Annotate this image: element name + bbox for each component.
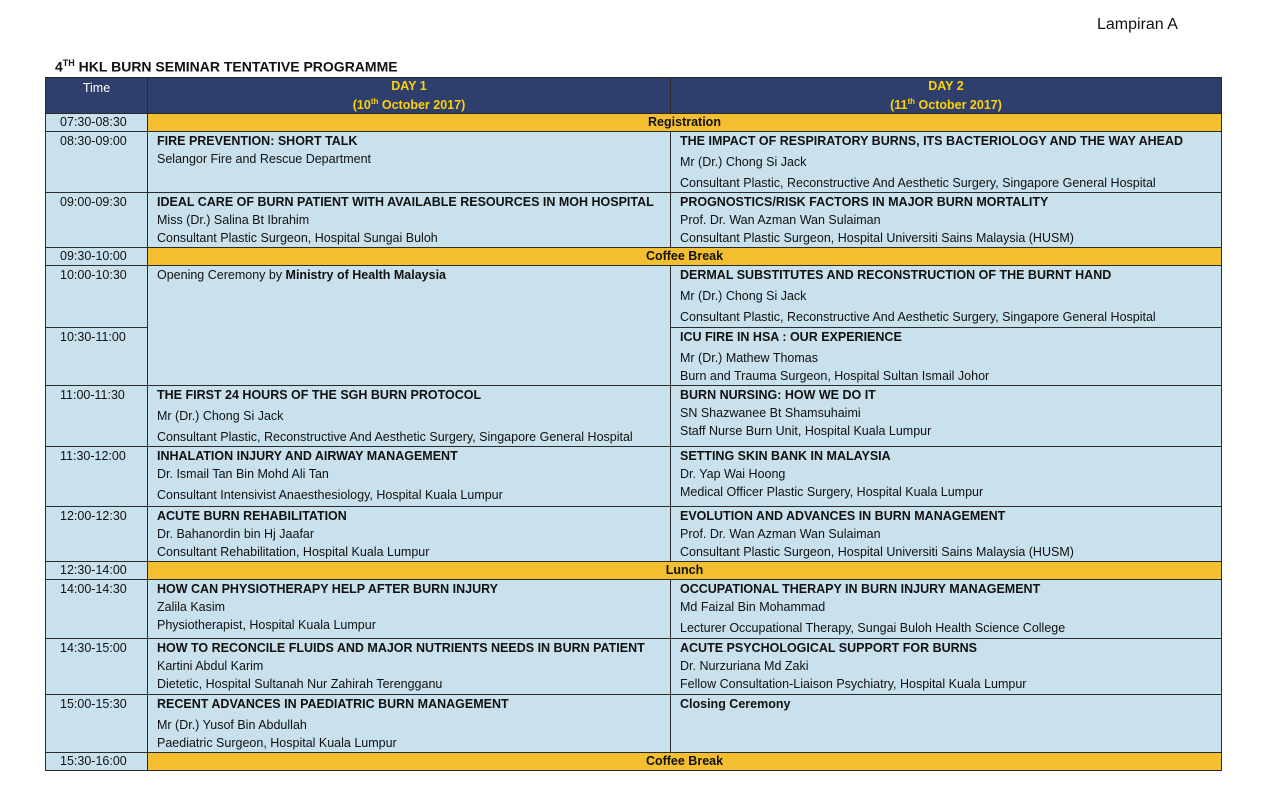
closing-ceremony: Closing Ceremony [680,697,791,712]
session-line: Prof. Dr. Wan Azman Wan Sulaiman [680,213,881,228]
session-line: Md Faizal Bin Mohammad [680,600,826,615]
session-line: Miss (Dr.) Salina Bt Ibrahim [157,213,310,228]
session-line: Consultant Plastic Surgeon, Hospital Sungai Buloh [157,231,438,246]
session-line: Dr. Bahanordin bin Hj Jaafar [157,527,315,542]
session-line: Dr. Ismail Tan Bin Mohd Ali Tan [157,467,329,482]
table-row [46,695,1222,753]
session-title: BURN NURSING: HOW WE DO IT [680,388,876,403]
table-row [46,193,1222,248]
title-superscript: TH [62,58,75,68]
session-title: HOW TO RECONCILE FLUIDS AND MAJOR NUTRIENTS NEEDS IN BURN PATIENT [157,641,645,656]
day2-session [671,193,1222,248]
time-cell: 08:30-09:00 [46,132,148,193]
time-cell: 12:30-14:00 [46,562,148,580]
time-column-header: Time [46,78,148,114]
break-cell: Registration [148,114,1222,132]
day1-session [148,639,671,695]
time-cell: 15:00-15:30 [46,695,148,753]
day1-label: DAY 1 [391,79,427,93]
time-cell: 15:30-16:00 [46,753,148,771]
time-cell: 14:30-15:00 [46,639,148,695]
title-number: 4 [55,58,63,75]
table-row [46,447,1222,507]
session-line: Staff Nurse Burn Unit, Hospital Kuala Lumpur [680,424,932,439]
session-title: THE IMPACT OF RESPIRATORY BURNS, ITS BACTERIOLOGY AND THE WAY AHEAD [680,134,1184,149]
day1-session [148,507,671,562]
session-title: EVOLUTION AND ADVANCES IN BURN MANAGEMENT [680,509,1006,524]
day1-session [148,695,671,753]
session-line: Fellow Consultation-Liaison Psychiatry, Hospital Kuala Lumpur [680,677,1027,692]
session-title: IDEAL CARE OF BURN PATIENT WITH AVAILABLE RESOURCES IN MOH HOSPITAL [157,195,654,210]
session-line: Dr. Yap Wai Hoong [680,467,786,482]
time-cell: 09:30-10:00 [46,248,148,266]
session-line: Mr (Dr.) Chong Si Jack [680,289,807,304]
session-title: OCCUPATIONAL THERAPY IN BURN INJURY MANAGEMENT [680,582,1041,597]
programme-table [45,77,1222,771]
session-line: Lecturer Occupational Therapy, Sungai Buloh Health Science College [680,621,1066,636]
break-cell: Coffee Break [148,753,1222,771]
day2-session [671,266,1222,328]
day2-label: DAY 2 [928,79,964,93]
session-line: Dietetic, Hospital Sultanah Nur Zahirah Terengganu [157,677,443,692]
table-row [46,132,1222,193]
day2-session [671,386,1222,447]
table-row [46,639,1222,695]
session-line: Consultant Intensivist Anaesthesiology, Hospital Kuala Lumpur [157,488,503,503]
session-line: Kartini Abdul Karim [157,659,264,674]
table-row [46,753,1222,771]
table-row [46,248,1222,266]
session-line: Selangor Fire and Rescue Department [157,152,372,167]
table-row [46,562,1222,580]
session-line: Burn and Trauma Surgeon, Hospital Sultan Ismail Johor [680,369,990,384]
day2-session [671,507,1222,562]
session-line: Physiotherapist, Hospital Kuala Lumpur [157,618,376,633]
day2-session [671,132,1222,193]
break-cell: Coffee Break [148,248,1222,266]
day1-session [148,580,671,639]
session-line: Consultant Plastic Surgeon, Hospital Universiti Sains Malaysia (HUSM) [680,545,1074,560]
session-title: ICU FIRE IN HSA : OUR EXPERIENCE [680,330,902,345]
break-cell: Lunch [148,562,1222,580]
table-row [46,114,1222,132]
session-line: Mr (Dr.) Mathew Thomas [680,351,818,366]
day2-session [671,639,1222,695]
time-cell: 11:30-12:00 [46,447,148,507]
day1-session [148,132,671,193]
time-cell: 14:00-14:30 [46,580,148,639]
day2-date: (11th October 2017) [890,97,1002,113]
session-line: Consultant Plastic, Reconstructive And Aesthetic Surgery, Singapore General Hospital [680,176,1156,191]
annex-label: Lampiran A [1097,16,1178,33]
session-title: ACUTE PSYCHOLOGICAL SUPPORT FOR BURNS [680,641,978,656]
session-line: Zalila Kasim [157,600,226,615]
day1-session [148,447,671,507]
session-title: DERMAL SUBSTITUTES AND RECONSTRUCTION OF THE BURNT HAND [680,268,1112,283]
session-line: Mr (Dr.) Yusof Bin Abdullah [157,718,307,733]
page-title [55,58,398,75]
day1-date: (10th October 2017) [352,97,466,113]
session-title: HOW CAN PHYSIOTHERAPY HELP AFTER BURN INJURY [157,582,499,597]
day2-session [671,580,1222,639]
session-line: Consultant Plastic, Reconstructive And Aesthetic Surgery, Singapore General Hospital [157,430,633,445]
session-line: Consultant Rehabilitation, Hospital Kuala Lumpur [157,545,430,560]
day2-session [671,695,1222,753]
table-row [46,507,1222,562]
session-title: THE FIRST 24 HOURS OF THE SGH BURN PROTOCOL [157,388,482,403]
session-line: Paediatric Surgeon, Hospital Kuala Lumpur [157,736,397,751]
table-row [46,580,1222,639]
session-line: Mr (Dr.) Chong Si Jack [680,155,807,170]
time-cell: 09:00-09:30 [46,193,148,248]
session-line: Mr (Dr.) Chong Si Jack [157,409,284,424]
day2-column-header [671,78,1222,114]
session-line: SN Shazwanee Bt Shamsuhaimi [680,406,861,421]
session-title: PROGNOSTICS/RISK FACTORS IN MAJOR BURN MORTALITY [680,195,1049,210]
session-line: Dr. Nurzuriana Md Zaki [680,659,809,674]
session-title: RECENT ADVANCES IN PAEDIATRIC BURN MANAGEMENT [157,697,509,712]
day2-session [671,447,1222,507]
day1-session [148,193,671,248]
day2-session [671,328,1222,386]
opening-ceremony-text: Opening Ceremony by Ministry of Health Malaysia [157,268,447,283]
session-title: ACUTE BURN REHABILITATION [157,509,347,524]
time-cell: 11:00-11:30 [46,386,148,447]
session-line: Prof. Dr. Wan Azman Wan Sulaiman [680,527,881,542]
title-text: HKL BURN SEMINAR TENTATIVE PROGRAMME [74,58,398,75]
session-title: FIRE PREVENTION: SHORT TALK [157,134,358,149]
day1-session [148,386,671,447]
day1-session [148,266,671,386]
table-row [46,386,1222,447]
session-line: Consultant Plastic Surgeon, Hospital Universiti Sains Malaysia (HUSM) [680,231,1074,246]
session-line: Consultant Plastic, Reconstructive And Aesthetic Surgery, Singapore General Hospital [680,310,1156,325]
table-row [46,266,1222,328]
time-cell: 07:30-08:30 [46,114,148,132]
day1-column-header [148,78,671,114]
session-line: Medical Officer Plastic Surgery, Hospital Kuala Lumpur [680,485,984,500]
session-title: INHALATION INJURY AND AIRWAY MANAGEMENT [157,449,458,464]
time-cell: 10:30-11:00 [46,328,148,386]
time-cell: 10:00-10:30 [46,266,148,328]
session-title: SETTING SKIN BANK IN MALAYSIA [680,449,891,464]
time-cell: 12:00-12:30 [46,507,148,562]
